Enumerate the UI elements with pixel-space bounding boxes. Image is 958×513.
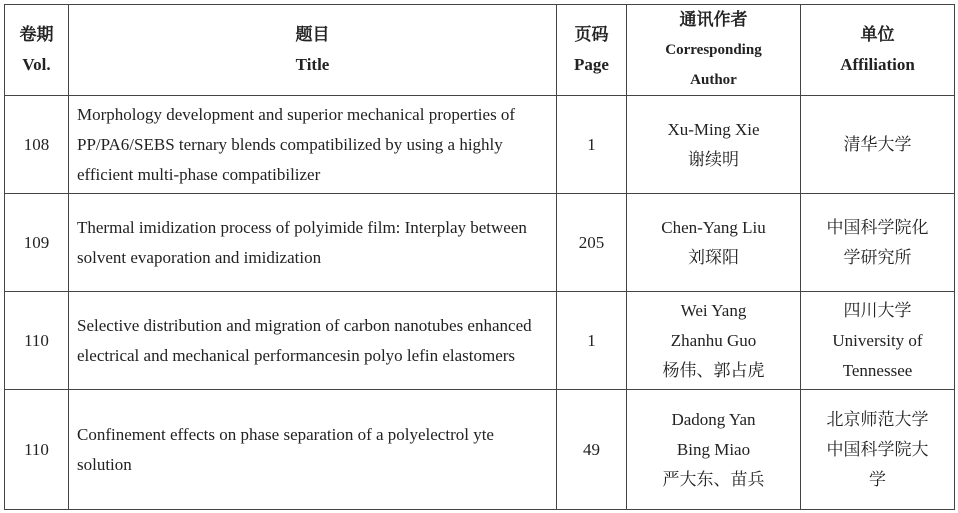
cell-author xyxy=(627,292,801,390)
affiliation-line: 学研究所 xyxy=(843,247,912,267)
cell-affiliation xyxy=(801,390,955,510)
header-author-zh: 通讯作者 xyxy=(679,10,748,29)
cell-affiliation xyxy=(801,96,955,194)
header-author-en2: Author xyxy=(690,72,737,88)
cell-vol: 109 xyxy=(5,194,69,292)
cell-author xyxy=(627,390,801,510)
author-line: Zhanhu Guo xyxy=(670,330,757,350)
author-line: 严大东、苗兵 xyxy=(662,469,765,489)
author-line: Wei Yang xyxy=(680,300,747,320)
cell-page: 1 xyxy=(557,292,627,390)
cell-vol: 110 xyxy=(5,390,69,510)
cell-vol: 110 xyxy=(5,292,69,390)
header-affiliation-zh: 单位 xyxy=(860,25,895,44)
cell-page: 49 xyxy=(557,390,627,510)
cell-page: 1 xyxy=(557,96,627,194)
affiliation-line: 学 xyxy=(869,469,886,489)
header-affiliation-en: Affiliation xyxy=(840,55,915,74)
cell-author xyxy=(627,194,801,292)
affiliation-line: 四川大学 xyxy=(843,300,912,320)
header-page-zh: 页码 xyxy=(574,25,609,44)
author-line: 谢续明 xyxy=(688,149,739,169)
affiliation-line: 北京师范大学 xyxy=(826,409,929,429)
cell-vol: 108 xyxy=(5,96,69,194)
header-title-en: Title xyxy=(295,55,330,74)
table-row xyxy=(5,292,955,390)
cell-title: Confinement effects on phase separation of a polyelectrol yte solution xyxy=(69,390,557,510)
author-line: 杨伟、郭占虎 xyxy=(662,360,765,380)
header-vol-en: Vol. xyxy=(22,55,51,74)
cell-affiliation xyxy=(801,292,955,390)
cell-title: Thermal imidization process of polyimide film: Interplay between solvent evaporation and imidization xyxy=(69,194,557,292)
table-row xyxy=(5,96,955,194)
author-line: 刘琛阳 xyxy=(688,247,739,267)
author-line: Chen-Yang Liu xyxy=(661,217,766,237)
header-title xyxy=(69,5,557,96)
table-row xyxy=(5,390,955,510)
publication-table xyxy=(4,4,955,510)
table-header-row xyxy=(5,5,955,96)
header-author-en1: Corresponding xyxy=(665,42,762,58)
header-vol xyxy=(5,5,69,96)
header-author xyxy=(627,5,801,96)
publication-table-wrapper xyxy=(4,4,955,510)
cell-title: Morphology development and superior mechanical properties of PP/PA6/SEBS ternary blends compatibilized by using a highly efficient multi-phase compatibilizer xyxy=(69,96,557,194)
header-page-en: Page xyxy=(574,55,609,74)
cell-page: 205 xyxy=(557,194,627,292)
header-title-zh: 题目 xyxy=(295,25,330,44)
author-line: Bing Miao xyxy=(676,439,751,459)
cell-author xyxy=(627,96,801,194)
affiliation-line: 清华大学 xyxy=(843,134,912,154)
header-vol-zh: 卷期 xyxy=(19,25,54,44)
affiliation-line: 中国科学院化 xyxy=(826,217,929,237)
affiliation-line: 中国科学院大 xyxy=(826,439,929,459)
author-line: Dadong Yan xyxy=(671,409,756,429)
header-page xyxy=(557,5,627,96)
affiliation-line: University of xyxy=(832,330,923,350)
affiliation-line: Tennessee xyxy=(842,360,913,380)
cell-affiliation xyxy=(801,194,955,292)
header-affiliation xyxy=(801,5,955,96)
author-line: Xu-Ming Xie xyxy=(667,119,760,139)
table-row xyxy=(5,194,955,292)
cell-title: Selective distribution and migration of carbon nanotubes enhanced electrical and mechanical performancesin polyo lefin elastomers xyxy=(69,292,557,390)
